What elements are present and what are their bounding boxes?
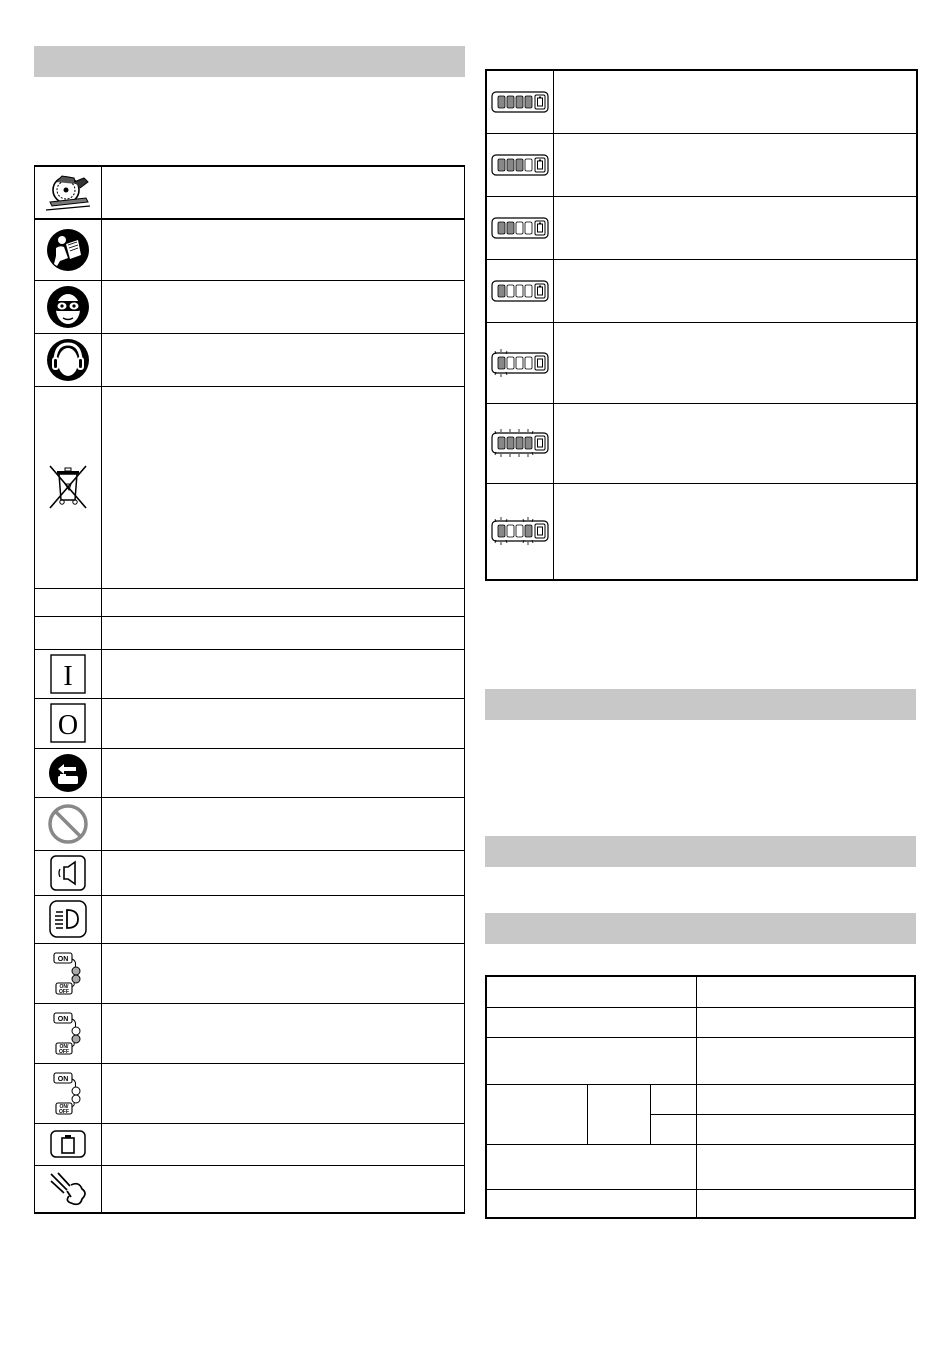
symbols-table <box>34 165 465 1214</box>
table-row <box>35 698 465 748</box>
table-row <box>486 133 917 196</box>
table-row <box>35 1063 465 1123</box>
spec-subcolumn-divider <box>650 1084 651 1144</box>
table-row <box>35 797 465 850</box>
right-section-header-bar-1 <box>485 689 916 720</box>
table-row <box>35 895 465 943</box>
spec-row-line <box>487 1144 914 1145</box>
spec-row-line <box>487 1084 914 1085</box>
spec-row-line <box>650 1114 914 1115</box>
crossed-out-bin-icon <box>48 464 88 510</box>
svg-text:O: O <box>57 710 79 741</box>
table-row <box>35 280 465 333</box>
svg-text:OFF: OFF <box>59 1049 69 1055</box>
table-row <box>35 333 465 386</box>
battery-indicator-table <box>485 69 918 581</box>
ear-protection-icon <box>46 338 90 382</box>
specifications-table <box>485 975 916 1219</box>
svg-text:OFF: OFF <box>59 1109 69 1115</box>
svg-text:OFF: OFF <box>59 989 69 995</box>
battery-all-bars-blinking-icon <box>491 428 549 458</box>
table-row <box>486 196 917 259</box>
right-section-header-bar-2 <box>485 836 916 867</box>
on-switch-indicator-icon <box>51 1010 85 1056</box>
table-row <box>35 748 465 797</box>
table-row <box>35 1003 465 1063</box>
table-row <box>35 649 465 698</box>
on-switch-indicator-icon <box>51 950 85 996</box>
table-row <box>486 322 917 403</box>
table-row <box>486 403 917 483</box>
battery-3-bars-icon <box>491 154 549 176</box>
svg-text:ON/: ON/ <box>59 1104 69 1110</box>
table-row <box>35 219 465 280</box>
spec-row-line <box>487 1007 914 1008</box>
table-row <box>35 588 465 616</box>
on-switch-indicator-icon <box>51 1070 85 1116</box>
svg-text:I: I <box>63 660 73 692</box>
battery-1-bar-blinking-icon <box>491 348 549 378</box>
right-section-header-bar-3 <box>485 913 916 944</box>
svg-text:ON: ON <box>57 1076 69 1083</box>
table-row <box>35 1123 465 1165</box>
svg-text:ON/: ON/ <box>59 1044 69 1050</box>
switch-off-o-icon <box>50 703 86 743</box>
spec-row-line <box>487 1189 914 1190</box>
read-manual-icon <box>46 228 90 272</box>
table-row <box>486 483 917 580</box>
spec-subcolumn-divider <box>587 1084 588 1144</box>
table-row <box>35 386 465 588</box>
battery-4-bars-icon <box>491 91 549 113</box>
table-row <box>35 850 465 895</box>
spec-column-divider <box>696 977 697 1217</box>
left-section-header-bar <box>34 46 465 77</box>
switch-on-i-icon <box>50 654 86 694</box>
speaker-icon <box>50 855 86 891</box>
eye-protection-icon <box>46 285 90 329</box>
table-row <box>35 166 465 219</box>
table-row <box>35 1165 465 1213</box>
battery-icon <box>50 1130 86 1158</box>
battery-outer-bars-blinking-icon <box>491 516 549 546</box>
spec-row-line <box>487 1037 914 1038</box>
table-row <box>486 259 917 322</box>
remove-battery-icon <box>48 753 88 793</box>
battery-1-bar-icon <box>491 280 549 302</box>
table-row <box>35 616 465 649</box>
table-row <box>486 70 917 133</box>
prohibited-icon <box>47 803 89 845</box>
svg-text:ON: ON <box>57 956 69 963</box>
circular-saw-icon <box>44 172 92 214</box>
work-light-icon <box>49 900 87 938</box>
svg-text:ON: ON <box>57 1016 69 1023</box>
table-row <box>35 943 465 1003</box>
svg-text:ON/: ON/ <box>59 984 69 990</box>
battery-2-bars-icon <box>491 217 549 239</box>
overload-icon <box>47 1169 89 1209</box>
